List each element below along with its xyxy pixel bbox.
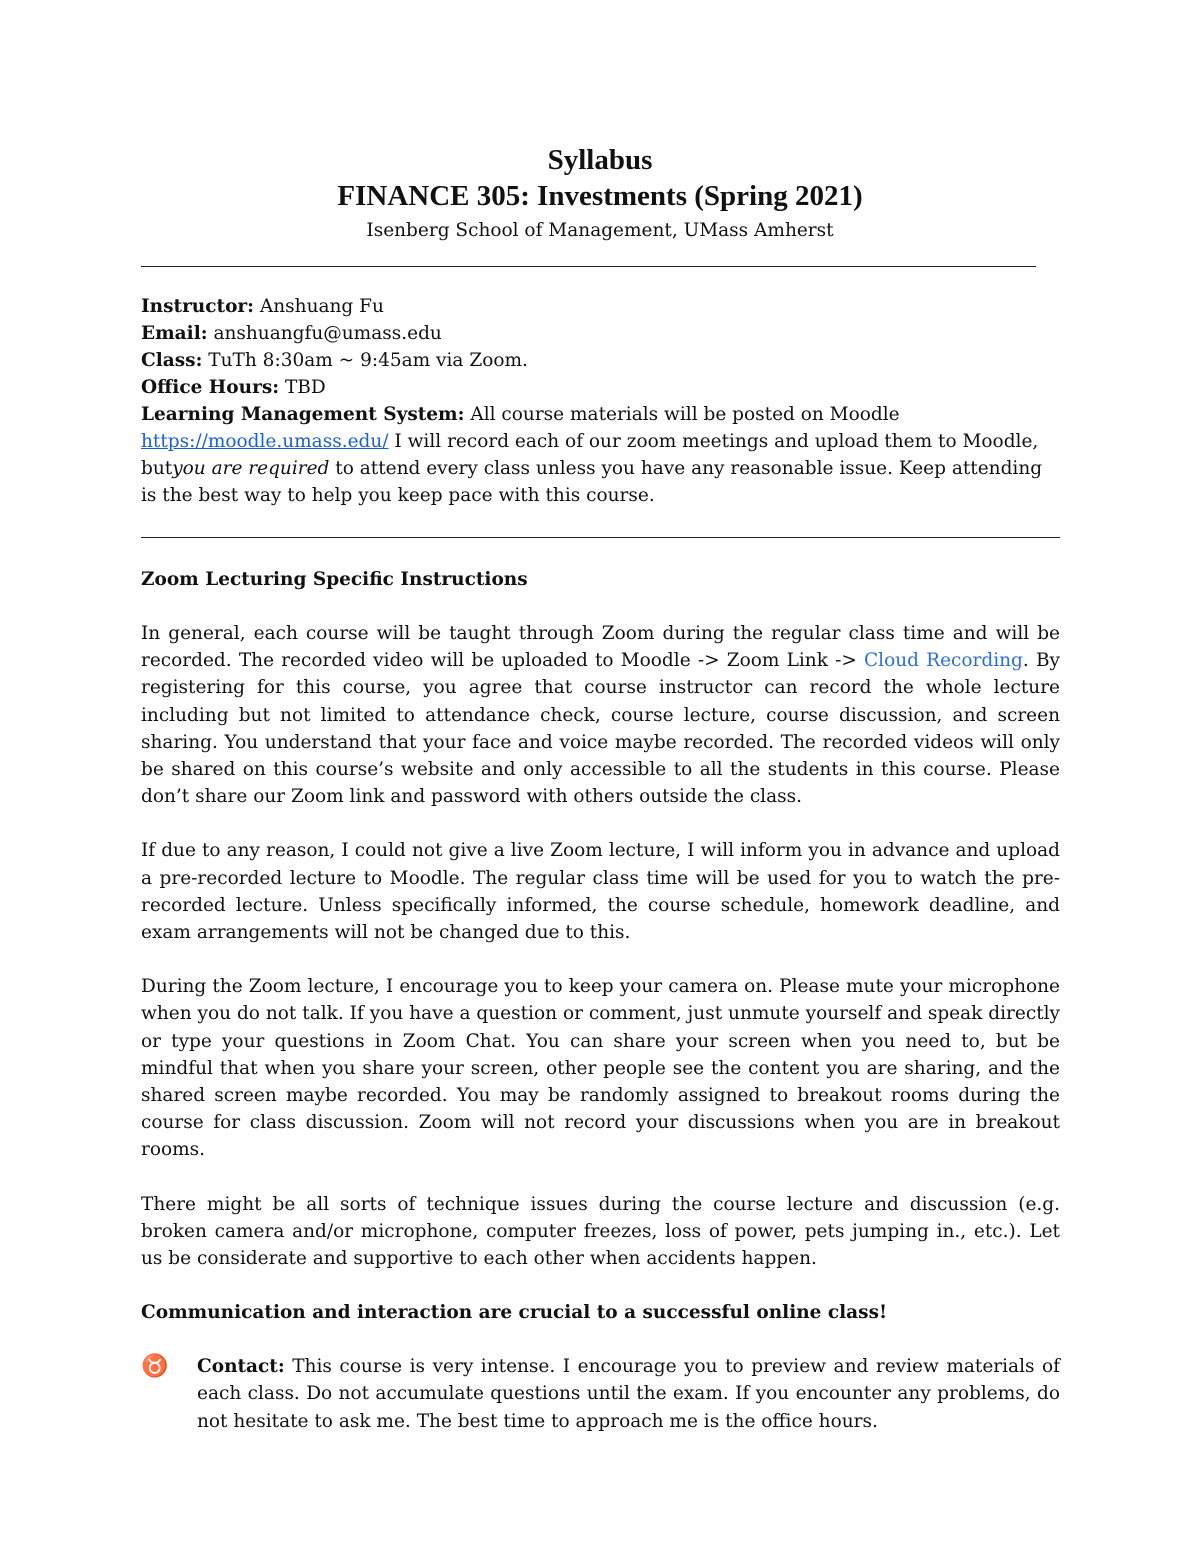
lms-emphasis: you are required — [172, 458, 330, 479]
communication-emphasis: Communication and interaction are crucial to a successful online class! — [141, 1302, 888, 1324]
course-title: FINANCE 305: Investments (Spring 2021) — [337, 180, 863, 212]
taurus-bullet-icon: ♉ — [141, 1354, 169, 1380]
zoom-paragraph-4: There might be all sorts of technique issues during the course lecture and discussion (e.g. broken camera and/or microphone, computer freezes, loss of power, pets jumping in., etc.). Let us be considerate and supportive to each other when accidents happen. — [141, 1193, 1060, 1270]
zoom-paragraph-1 — [141, 620, 1060, 810]
school-name: Isenberg School of Management, UMass Amherst — [366, 220, 834, 241]
class-line — [141, 347, 1060, 374]
zoom-p1-end: . By registering for this course, you agree that course instructor can record the whole lecture including but not limited to attendance check, course lecture, course discussion, and screen sharing. You understand that your face and voice maybe recorded. The recorded videos will only be shared on this course’s website and only accessible to all the students in this course. Please don’t share our Zoom link and password with others outside the class. — [141, 650, 1061, 808]
instructor-value: Anshuang Fu — [259, 296, 384, 317]
email-line — [141, 320, 1060, 347]
office-hours-label: Office Hours: — [141, 377, 280, 398]
zoom-section — [141, 566, 1060, 1435]
moodle-link[interactable]: https://moodle.umass.edu/ — [141, 431, 389, 452]
contact-label: Contact: — [197, 1356, 285, 1378]
contact-text: This course is very intense. I encourage you to preview and review materials of each class. Do not accumulate questions until the exam. If you encounter any problems, do not hesitate to ask me. The best time to approach me is the office hours. — [197, 1356, 1060, 1432]
lms-label: Learning Management System: — [141, 404, 465, 425]
zoom-p1-start: In general, each course will be taught through Zoom during the regular class time and will be recorded. The recorded video will be uploaded to Moodle -> Zoom Link -> — [141, 623, 1060, 672]
email-value: anshuangfu@umass.edu — [213, 323, 442, 344]
zoom-heading: Zoom Lecturing Specific Instructions — [141, 569, 528, 590]
lms-paragraph — [141, 401, 1060, 509]
document-title: Syllabus — [547, 144, 653, 176]
office-hours-line — [141, 374, 1060, 401]
instructor-line — [141, 293, 1060, 320]
office-hours-value: TBD — [284, 377, 326, 398]
class-label: Class: — [141, 350, 203, 371]
lms-text: All course materials will be posted on Moodle — [470, 404, 900, 425]
email-label: Email: — [141, 323, 208, 344]
divider-bottom — [141, 537, 1060, 538]
zoom-paragraph-2: If due to any reason, I could not give a live Zoom lecture, I will inform you in advance and upload a pre-recorded lecture to Moodle. The regular class time will be used for you to watch the pre-recorded lecture. Unless specifically informed, the course schedule, homework deadline, and exam arrangements will not be changed due to this. — [141, 840, 1060, 944]
contact-paragraph — [197, 1353, 1060, 1435]
cloud-recording-link[interactable]: Cloud Recording — [864, 650, 1023, 672]
contact-item — [141, 1353, 1060, 1435]
instructor-label: Instructor: — [141, 296, 254, 317]
lms-after-text: I will record each of our zoom meetings and upload them to Moodle, but — [141, 431, 1039, 479]
zoom-paragraph-3: During the Zoom lecture, I encourage you to keep your camera on. Please mute your microphone when you do not talk. If you have a question or comment, just unmute yourself and speak directly or type your questions in Zoom Chat. You can share your screen when you need to, but be mindful that when you share your screen, other people see the content you are sharing, and the shared screen maybe recorded. You may be randomly assigned to breakout rooms during the course for class discussion. Zoom will not record your discussions when you are in breakout rooms. — [141, 976, 1060, 1161]
document-header — [0, 142, 1200, 246]
lms-end-text: to attend every class unless you have any reasonable issue. Keep attending is the best way to help you keep pace with this course. — [141, 458, 1043, 506]
course-info — [141, 293, 1060, 509]
class-value: TuTh 8:30am ~ 9:45am via Zoom. — [208, 350, 528, 371]
divider-top — [141, 266, 1036, 267]
